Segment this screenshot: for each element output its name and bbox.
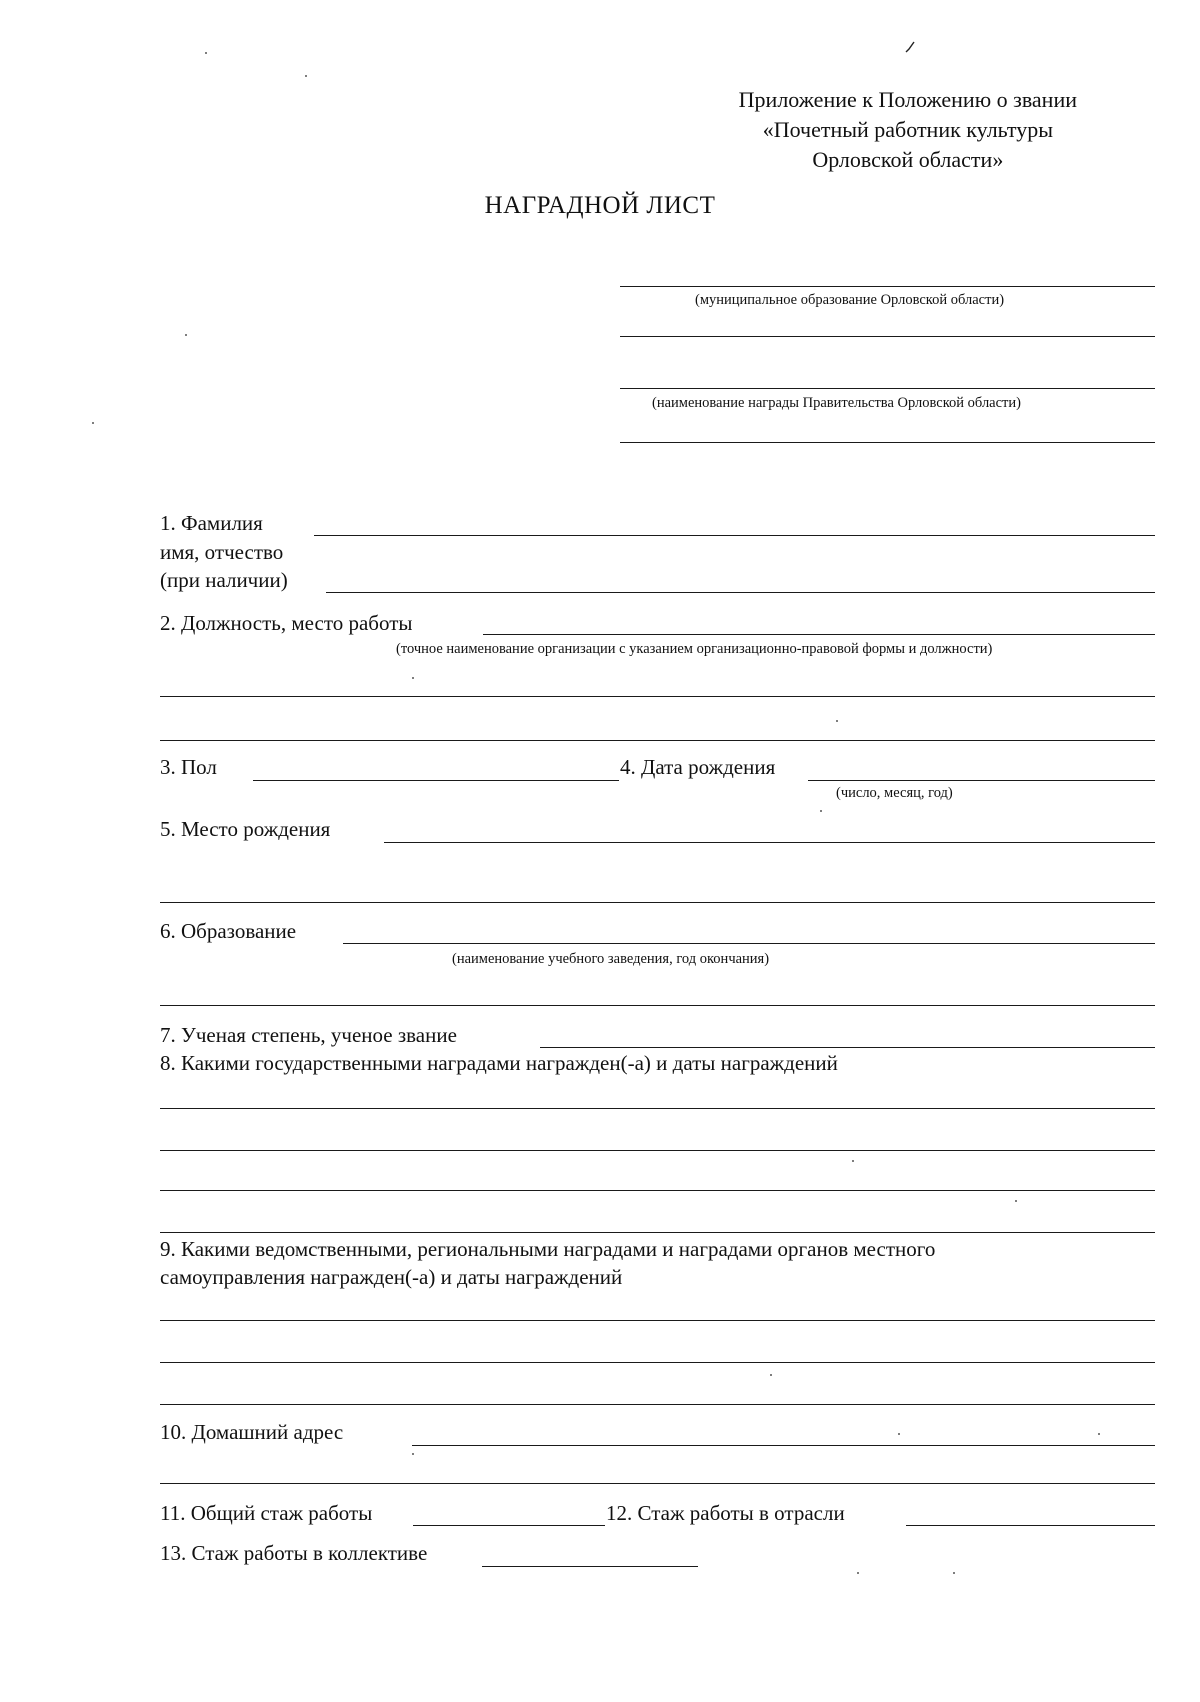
field-regional-awards-label: 9. Какими ведомственными, региональными наградами и наградами органов местного — [160, 1237, 936, 1261]
field-degree-label: 7. Ученая степень, ученое звание — [160, 1023, 457, 1047]
scan-speck — [852, 1160, 854, 1162]
field-sex-label: 3. Пол — [160, 755, 217, 779]
total-experience-line[interactable] — [413, 1525, 605, 1526]
birth-place-line-2[interactable] — [160, 902, 1155, 903]
award-name-line-2[interactable] — [620, 442, 1155, 443]
position-line-3[interactable] — [160, 740, 1155, 741]
name-line[interactable] — [326, 592, 1155, 593]
scan-speck — [898, 1433, 900, 1435]
municipality-caption: (муниципальное образование Орловской области) — [695, 292, 1005, 308]
team-experience-line[interactable] — [482, 1566, 698, 1567]
regional-awards-line-3[interactable] — [160, 1404, 1155, 1405]
scan-speck — [185, 334, 187, 336]
education-line[interactable] — [343, 943, 1155, 944]
award-name-line[interactable] — [620, 388, 1155, 389]
position-line-2[interactable] — [160, 696, 1155, 697]
industry-experience-line[interactable] — [906, 1525, 1155, 1526]
field-team-experience-label: 13. Стаж работы в коллективе — [160, 1541, 428, 1565]
scan-speck — [857, 1572, 859, 1574]
state-awards-line-1[interactable] — [160, 1108, 1155, 1109]
position-line[interactable] — [483, 634, 1155, 635]
field-education-label: 6. Образование — [160, 919, 297, 943]
education-line-2[interactable] — [160, 1005, 1155, 1006]
field-total-experience-label: 11. Общий стаж работы — [160, 1501, 373, 1525]
birth-date-line[interactable] — [808, 780, 1155, 781]
field-patronymic-label: (при наличии) — [160, 568, 288, 592]
scan-speck — [770, 1374, 772, 1376]
field-industry-experience-label: 12. Стаж работы в отрасли — [606, 1501, 845, 1525]
scan-speck — [412, 1453, 414, 1455]
scan-speck — [1098, 1433, 1100, 1435]
field-surname-label: 1. Фамилия — [160, 511, 263, 535]
appendix-header-line2: «Почетный работник культуры — [762, 117, 1053, 142]
birth-date-caption: (число, месяц, год) — [836, 785, 953, 801]
surname-line[interactable] — [314, 535, 1155, 536]
field-home-address-label: 10. Домашний адрес — [160, 1420, 344, 1444]
field-position-label: 2. Должность, место работы — [160, 611, 413, 635]
education-caption: (наименование учебного заведения, год окончания) — [452, 951, 770, 967]
birth-place-line[interactable] — [384, 842, 1155, 843]
home-address-line-2[interactable] — [160, 1483, 1155, 1484]
appendix-header-line3: Орловской области» — [812, 147, 1004, 172]
field-state-awards-label: 8. Какими государственными наградами награжден(-а) и даты награждений — [160, 1051, 838, 1075]
field-birth-place-label: 5. Место рождения — [160, 817, 331, 841]
award-name-caption: (наименование награды Правительства Орловской области) — [652, 395, 1021, 411]
sex-line[interactable] — [253, 780, 619, 781]
scan-speck — [820, 810, 822, 812]
regional-awards-line-2[interactable] — [160, 1362, 1155, 1363]
field-birth-date-label: 4. Дата рождения — [620, 755, 776, 779]
municipality-line[interactable] — [620, 286, 1155, 287]
field-name-label: имя, отчество — [160, 540, 284, 564]
pen-mark — [905, 40, 915, 52]
organization-caption: (точное наименование организации с указанием организационно-правовой формы и должности) — [396, 641, 993, 657]
scan-speck — [953, 1572, 955, 1574]
state-awards-line-4[interactable] — [160, 1232, 1155, 1233]
degree-line[interactable] — [540, 1047, 1155, 1048]
scan-speck — [836, 720, 838, 722]
appendix-header-line1: Приложение к Положению о звании — [738, 87, 1077, 112]
scan-speck — [305, 75, 307, 77]
appendix-header — [739, 85, 1077, 175]
pen-mark-icon — [905, 41, 915, 53]
field-regional-awards-label-2: самоуправления награжден(-а) и даты награждений — [160, 1265, 623, 1289]
regional-awards-line-1[interactable] — [160, 1320, 1155, 1321]
state-awards-line-2[interactable] — [160, 1150, 1155, 1151]
scan-speck — [412, 677, 414, 679]
home-address-line[interactable] — [412, 1445, 1155, 1446]
document-title: НАГРАДНОЙ ЛИСТ — [484, 192, 716, 219]
state-awards-line-3[interactable] — [160, 1190, 1155, 1191]
scan-speck — [1015, 1200, 1017, 1202]
municipality-line-2[interactable] — [620, 336, 1155, 337]
scan-speck — [92, 422, 94, 424]
scan-speck — [205, 52, 207, 54]
